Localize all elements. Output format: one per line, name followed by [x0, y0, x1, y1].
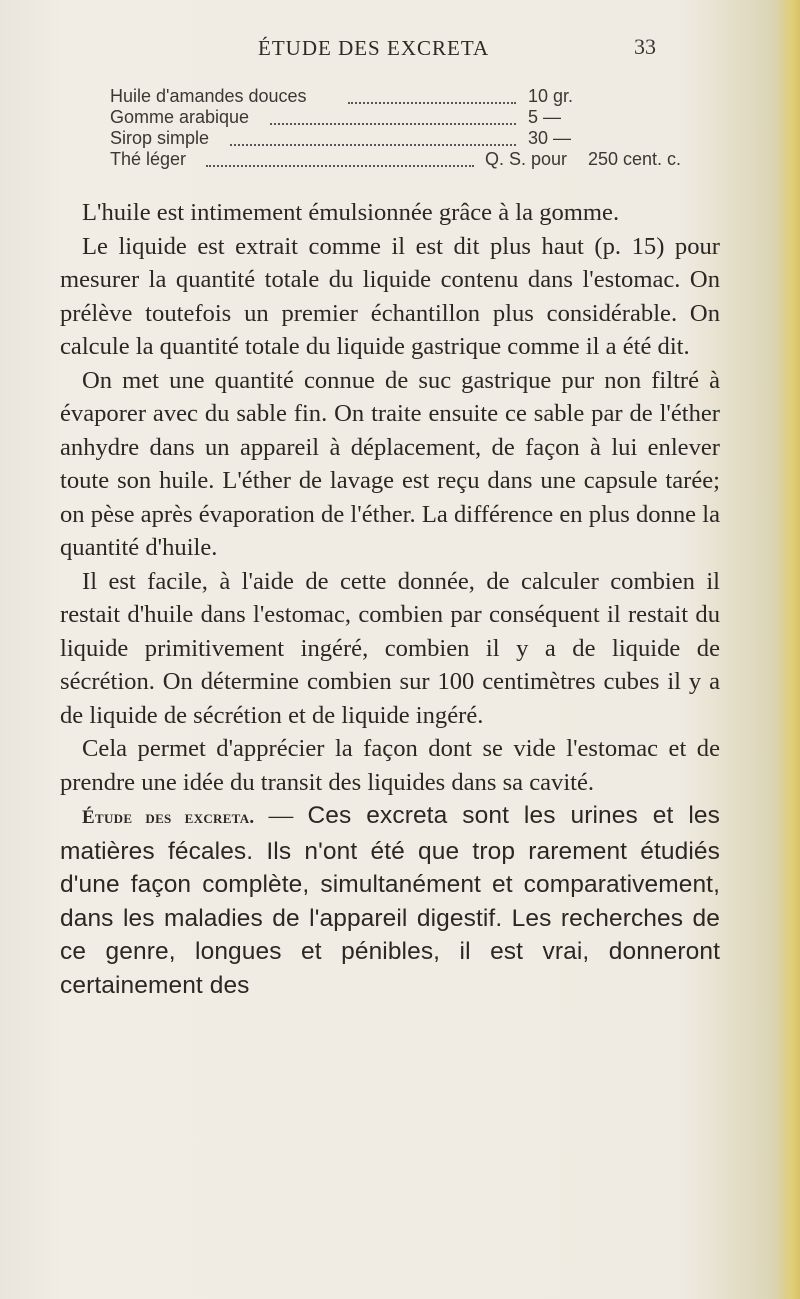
running-title: ÉTUDE DES EXCRETA — [258, 36, 490, 60]
section-paragraph — [60, 799, 720, 1002]
recipe-quantity: 30 — — [528, 128, 572, 148]
recipe-note: Q. S. pour — [485, 149, 568, 169]
dot-leader — [270, 102, 516, 125]
section-heading: Étude des excreta. — [82, 807, 255, 828]
page-number: 33 — [634, 34, 656, 59]
paragraph: Le liquide est extrait comme il est dit plus haut (p. 15) pour mesurer la quantité totale du liquide contenu dans l'estomac. On prélève toutefois un premier échantillon plus considérable. On calcule la quantité totale du liquide gastrique comme il a été dit. — [60, 232, 720, 360]
paragraph: L'huile est intimement émulsionnée grâce à la gomme. — [82, 199, 620, 226]
recipe-ingredient: Huile d'amandes douces — [110, 86, 307, 106]
paragraph: Cela permet d'apprécier la façon dont se vide l'estomac et de prendre une idée du transit des liquides dans sa cavité. — [60, 735, 720, 796]
dot-leader — [230, 123, 516, 146]
paragraph: Il est facile, à l'aide de cette donnée, de calculer combien il restait d'huile dans l'estomac, combien par conséquent il restait du liquide primitivement ingéré, combien il y a de liquide de sécrétion. On détermine combien sur 100 centimètres cubes il y a de liquide de sécrétion et de liquide ingéré. — [60, 567, 720, 729]
page-edge-tint — [778, 0, 800, 1299]
body-text — [60, 196, 720, 1002]
recipe-ingredient: Sirop simple — [110, 128, 210, 148]
recipe-ingredient: Thé léger — [110, 149, 187, 169]
recipe-ingredient: Gomme arabique — [110, 107, 250, 127]
recipe-quantity: 250 cent. c. — [588, 149, 682, 169]
section-dash: — — [254, 802, 308, 829]
recipe-row — [110, 149, 682, 170]
page-header — [0, 36, 800, 70]
section-text: Ces excreta sont les urines et les matières fécales. Ils n'ont été que trop rarement étudiés d'une façon complète, simultanément et comparativement, dans les maladies de l'appareil digestif. Les recherches de ce genre, longues et pénibles, il est vrai, donneront certainement des — [60, 802, 720, 999]
recipe-quantity: 10 gr. — [528, 86, 574, 106]
recipe-quantity: 5 — — [528, 107, 562, 127]
dot-leader — [348, 81, 516, 104]
dot-leader — [206, 144, 474, 167]
recipe-list — [110, 86, 682, 170]
paragraph: On met une quantité connue de suc gastrique pur non filtré à évaporer avec du sable fin. On traite ensuite ce sable par de l'éther anhydre dans un appareil à déplacement, de façon à lui enlever toute son huile. L'éther de lavage est reçu dans une capsule tarée; on pèse après évaporation de l'éther. La différence en plus donne la quantité d'huile. — [60, 366, 720, 561]
